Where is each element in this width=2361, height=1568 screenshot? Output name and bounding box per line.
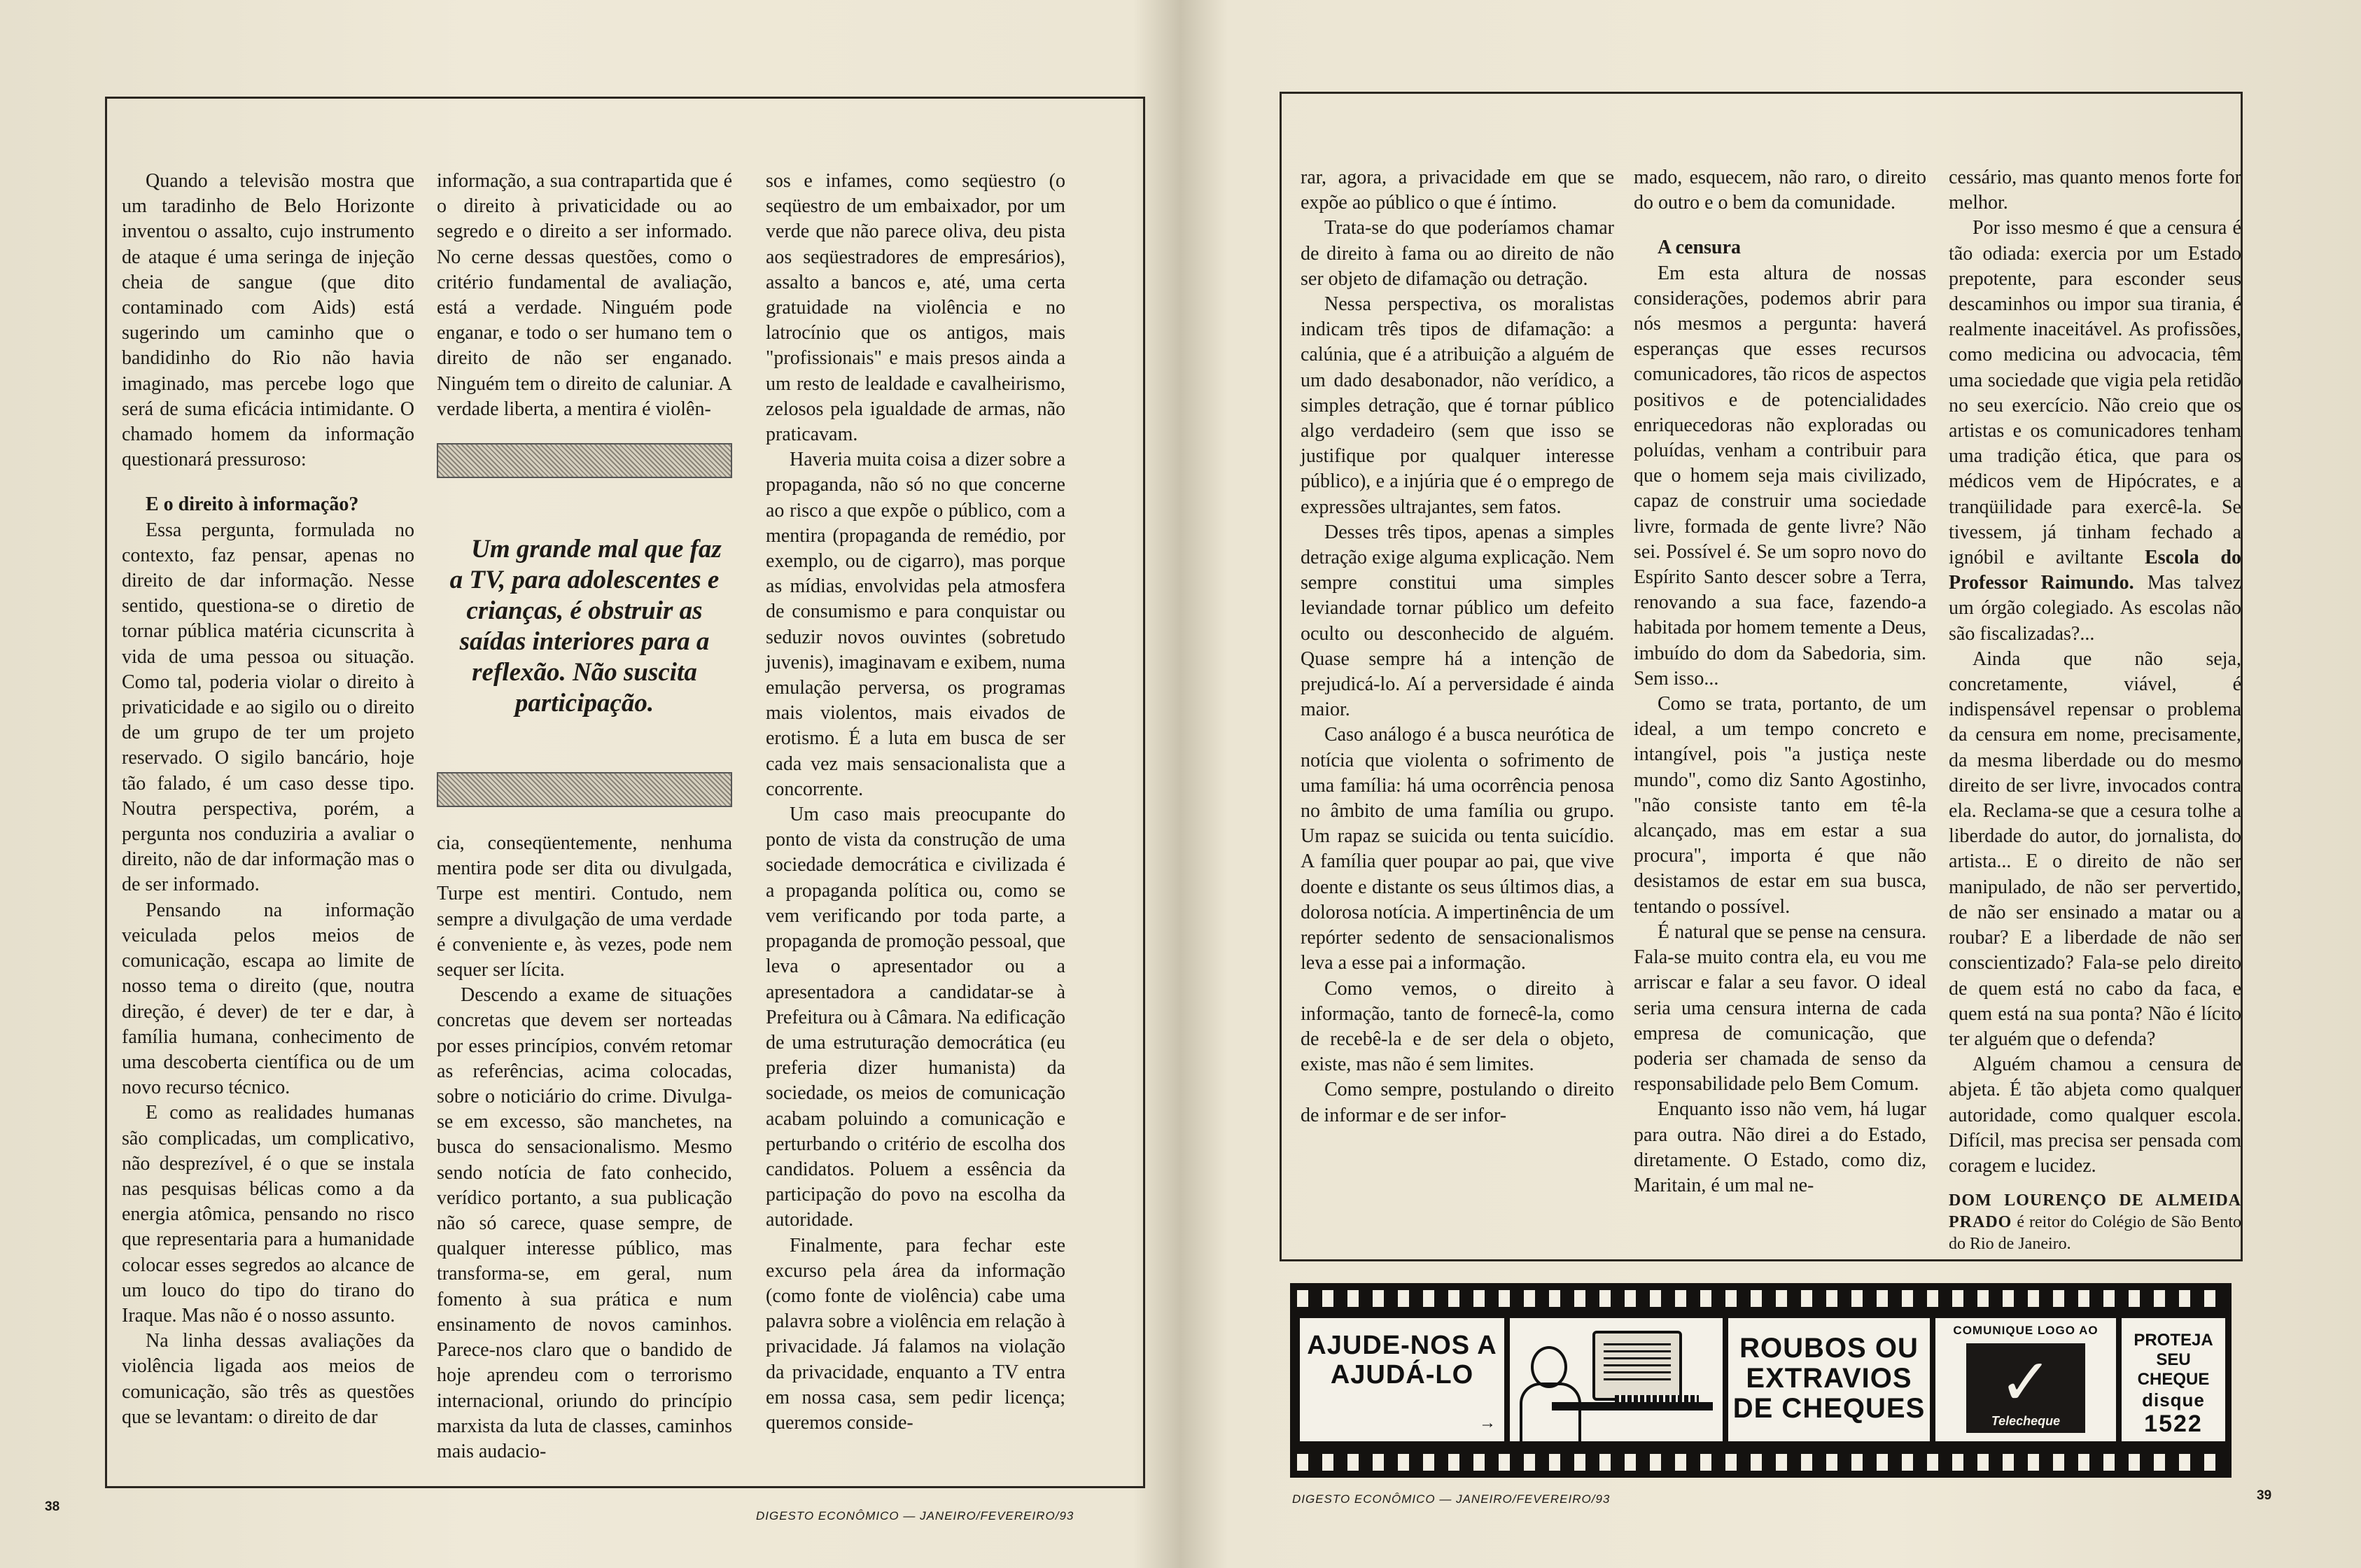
paragraph: Como sempre, postulando o direito de informar e de ser infor- <box>1301 1079 1614 1126</box>
page-number-right: 39 <box>2257 1488 2272 1503</box>
pullquote-rule-top <box>437 443 732 478</box>
ad-frame-help <box>1300 1318 1504 1441</box>
telecheque-brand: Telecheque <box>1991 1414 2061 1428</box>
section-heading: E o direito à informação? <box>146 493 359 516</box>
section-heading: A censura <box>1658 237 1741 259</box>
film-perforations-bottom <box>1297 1454 2225 1471</box>
column-1 <box>122 169 414 1430</box>
paragraph: Quando a televisão mostra que um taradinho de Belo Horizonte inventou o assalto, cujo instrumento de ataque é uma seringa de injeção cheia de sangue (que dito contaminado com Aids) está sugerindo um caminho que o bandidinho do Rio não havia imaginado, mas percebe logo que será de suma eficácia intimidante. O chamado homem da informação questionará pressuroso: <box>122 170 414 471</box>
ad-frame-telecheque <box>1935 1318 2116 1441</box>
paragraph: cia, conseqüentemente, nenhuma mentira pode ser dita ou divulgada, Turpe est mentiri. Contudo, nem sempre a divulgação de uma verdade é conveniente e, às vezes, pode nem sequer ser lícita. <box>437 832 732 981</box>
ad-headline-help: AJUDE-NOS A AJUDÁ-LO <box>1307 1331 1497 1390</box>
paragraph: Trata-se do que poderíamos chamar de direito à fama ou ao direito de não ser objeto de difamação ou detração. <box>1301 217 1614 290</box>
paragraph: Um caso mais preocupante do ponto de vista da construção de uma sociedade democrática e civilizada é a propaganda política ou, como se vem verificando por toda parte, a propaganda de promoção pessoal, que leva o apresentador ou a apresentadora a candidatar-se à Prefeitura ou à Câmara. Na edificação de uma estruturação democrática (eu preferia dizer humanista) da sociedade, os meios de comunicação acabam poluindo a comunicação e perturbando o critério de escolha dos candidatos. Poluem a essência da participação do povo na escolha da autoridade. <box>766 804 1065 1231</box>
paragraph: informação, a sua contrapartida que é o direito à privaticidade ou ao segredo e o direito a ser informado. No cerne dessas questões, como o critério fundamental de avaliação, está a verdade. Ninguém pode enganar, e todo o ser humano tem o direito de não ser enganado. Ninguém tem o direito de caluniar. A verdade liberta, a mentira é violên- <box>437 170 732 420</box>
paragraph-text: Por isso mesmo é que a censura é tão odiada: exercia por um Estado prepotente, para esconder seus descaminhos ou impor sua tirania, é realmente inaceitável. As profissões, como medicina ou advocacia, têm uma sociedade que vigia pela retidão no seu exercício. Não creio que os artistas e os comunicadores tenham uma tradição ética, que para os médicos vem de Hipócrates, e a tranqüilidade para exercê-la. Se tivessem, já tinham fechado a ignóbil e aviltante <box>1949 217 2241 569</box>
ad-frame-illustration <box>1510 1318 1723 1441</box>
column-5 <box>1634 165 1926 1198</box>
pullquote: Um grande mal que faz a TV, para adolescentes e crianças, é obstruir as saídas interiores para a reflexão. Não suscita participação. <box>449 535 722 718</box>
pullquote-rule-bottom <box>437 772 732 807</box>
paragraph: sos e infames, como seqüestro (o seqüestro de um embaixador, por um verde que não parece oliva, deu pista aos seqüestradores de empresários), assalto a bancos e, até, uma certa gratuidade na violência e no latrocínio que os antigos, mais "profissionais" e mais presos ainda a um resto de lealdade e cavalheirismo, zelosos pela igualdade de armas, não praticavam. <box>766 170 1065 446</box>
person-head-icon <box>1531 1346 1567 1388</box>
paragraph: Na linha dessas avaliações da violência ligada aos meios de comunicação, são três as questões que se levantam: o direito de dar <box>122 1330 414 1428</box>
paragraph: Como se trata, portanto, de um ideal, a um tempo concreto e intangível, pois "a justiça neste mundo", como diz Santo Agostinho, "não consiste tanto em tê-la alcançado, mas em estar a sua procura", importa é que não desistamos de estar em sua busca, tentando o possível. <box>1634 693 1926 918</box>
telecheque-ad <box>1290 1283 2232 1478</box>
paragraph: Nessa perspectiva, os moralistas indicam três tipos de difamação: a calúnia, que é a atribuição a alguém de um dado desabonador, não verídico, a simples detração, que é tornar público algo verdadeiro (sem que isso se justifique por qualquer interesse público), e a injúria que é o emprego de expressões ultrajantes, sem fatos. <box>1301 293 1614 518</box>
page-number-left: 38 <box>45 1499 60 1514</box>
ad-frame-theft <box>1728 1318 1930 1441</box>
paragraph: Finalmente, para fechar este excurso pela área da informação (como fonte de violência) cabe uma palavra sobre a violência em relação à privacidade. Já falamos na violação da privacidade, enquanto a TV entra em nossa casa, sem pedir licença; queremos conside- <box>766 1234 1065 1434</box>
paragraph: Como vemos, o direito à informação, tanto de fornecê-la, como de recebê-la e de ser dela o objeto, existe, mas não é sem limites. <box>1301 977 1614 1076</box>
column-4 <box>1301 165 1614 1128</box>
paragraph: rar, agora, a privacidade em que se expõe ao público o que é íntimo. <box>1301 167 1614 214</box>
check-mark-icon: ✓ <box>1998 1347 2053 1418</box>
running-footer-left: DIGESTO ECONÔMICO — JANEIRO/FEVEREIRO/93 <box>756 1509 1074 1522</box>
paragraph: É natural que se pense na censura. Fala-se muito contra ela, eu vou me arriscar e falar a seu favor. O ideal seria uma censura interna de cada empresa de comunicação, que poderia ser chamada de senso da responsabilidade pelo Bem Comum. <box>1634 920 1926 1096</box>
column-6 <box>1949 165 2241 1255</box>
author-bio: é reitor do Colégio de São Bento do Rio de Janeiro. <box>1949 1213 2241 1254</box>
paragraph: Caso análogo é a busca neurótica de notícia que violenta o sofrimento de uma família: há uma ocorrência penosa no âmbito de uma família ou grupo. Um rapaz se suicida ou tenta suicídio. A família quer poupar ao pai, que vive doente e distante os seus últimos dias, a dolorosa notícia. A impertinência de um repórter sedento de sensacionalismos leva a esse pai a informação. <box>1301 724 1614 974</box>
paragraph <box>1949 216 2241 646</box>
computer-user-illustration <box>1510 1318 1723 1441</box>
ad-dial-text: disque <box>2142 1390 2205 1410</box>
paragraph: Alguém chamou a censura de abjeta. É tão abjeta como qualquer autoridade, como qualquer escola. Difícil, mas precisa ser pensada com coragem e lucidez. <box>1949 1054 2241 1177</box>
paragraph: Desses três tipos, apenas a simples detração exige alguma explicação. Nem sempre constitui uma simples leviandade tornar público um defeito oculto ou desconhecido de alguém. Quase sempre há a intenção de prejudicá-lo. Aí a perversidade é ainda maior. <box>1301 521 1614 721</box>
desk-icon <box>1552 1402 1713 1410</box>
arrow-right-icon: → <box>1479 1413 1496 1432</box>
author-name: DOM LOURENÇO DE ALMEIDA PRADO <box>1949 1191 2241 1232</box>
computer-monitor-icon <box>1592 1331 1682 1401</box>
paragraph: Enquanto isso não vem, há lugar para outra. Não direi a do Estado, diretamente. O Estado, como diz, Maritain, é um mal ne- <box>1634 1098 1926 1196</box>
ad-phone-number: 1522 <box>2144 1410 2203 1437</box>
paragraph: Descendo a exame de situações concretas que devem ser norteadas por esses princípios, convém retomar as referências, acima colocadas, sobre o noticiário do crime. Divulga-se em excesso, são manchetes, na busca do sensacionalismo. Mesmo sendo notícia de fato conhecido, verídico portanto, a sua publicação não só carece, quase sempre, de qualquer interesse público, mas transforma-se, em geral, num fomento à sua prática e num ensinamento de novos caminhos. Parece-nos claro que o bandido de hoje aprendeu com o terrorismo internacional, oriundo do princípio marxista da luta de classes, caminhos mais audacio- <box>437 984 732 1462</box>
paragraph: E como as realidades humanas são complicadas, um complicativo, não desprezível, é o que se instala nas pesquisas bélicas como a da energia atômica, pensando no risco que representaria para a humanidade colocar esses segredos ao alcance de um louco do tipo do tirano do Iraque. Mas não é o nosso assunto. <box>122 1102 414 1326</box>
ad-inform-label: COMUNIQUE LOGO AO <box>1953 1324 2099 1337</box>
person-body-icon <box>1520 1382 1581 1441</box>
paragraph: Haveria muita coisa a dizer sobre a propaganda, não só no que concerne ao risco a que expõe o público, com a mentira (propaganda de remédio, por exemplo, ou de cigarro), mas porque as mídias, envolvidas pela atmosfera de consumismo e para conquistar ou seduzir novos ouvintes (sobretudo juvenis), imaginavam e exibem, numa emulação perversa, os programas mais violentos, mais eivados de erotismo. É a luta em busca de ser cada vez mais sensacionalista que a concorrente. <box>766 449 1065 800</box>
running-footer-right: DIGESTO ECONÔMICO — JANEIRO/FEVEREIRO/93 <box>1292 1492 1611 1506</box>
ad-frame-phone <box>2122 1318 2225 1441</box>
paragraph: Pensando na informação veiculada pelos meios de comunicação, escapa ao limite de nosso tema o direito (que, noutra direção, é dever) de ter e dar, à família humana, conhecimento de uma descoberta científica ou de um novo recurso técnico. <box>122 899 414 1099</box>
keyboard-icon <box>1615 1395 1699 1402</box>
school-name: Escola do Professor Raimundo. <box>1949 547 2241 594</box>
ad-headline-theft: ROUBOS OU EXTRAVIOS DE CHEQUES <box>1732 1333 1926 1424</box>
column-3 <box>766 169 1065 1436</box>
column-2 <box>437 169 732 1464</box>
paragraph: Em esta altura de nossas considerações, podemos abrir para nós mesmos a pergunta: haverá esperanças que esses recursos comunicadores, tão ricos de aspectos positivos e de potencialidades enriquecedoras não exploradas ou poluídas, venham a contribuir para que o homem seja mais civilizado, capaz de construir uma sociedade livre, formada de gente livre? Não sei. Possível é. Se um sopro novo do Espírito Santo descer sobre a Terra, renovando a sua face, fazendo-a habitada por homem temente a Deus, imbuído do dom da Sabedoria, sim. Sem isso... <box>1634 262 1926 690</box>
paragraph-text: Mas talvez um órgão colegiado. As escolas não são fiscalizadas?... <box>1949 572 2242 645</box>
paragraph: Essa pergunta, formulada no contexto, faz pensar, apenas no direito de dar informação. Nesse sentido, questiona-se o diretio de tornar pública matéria cicunscrita à vida de uma pessoa ou situação. Como tal, poderia violar o direito à privaticidade e ao sigilo ou o direito de um grupo de ter um projeto reservado. O sigilo bancário, hoje tão falado, é um caso desse tipo. Noutra perspectiva, porém, a pergunta nos conduziria a avaliar o direito, não de dar informação mas o de ser informado. <box>122 519 414 896</box>
paragraph: cessário, mas quanto menos forte for melhor. <box>1949 167 2241 214</box>
author-signature <box>1949 1190 2241 1255</box>
film-perforations-top <box>1297 1290 2225 1307</box>
paragraph: Ainda que não seja, concretamente, viável, é indispensável repensar o problema da censura em nome, precisamente, da mesma liberdade ou do mesmo direito de ser livre, invocados contra ela. Reclama-se que a cesura tolhe a liberdade do autor, do jornalista, do artista... E o direito de não ser manipulado, de não ser pervertido, de não ser ensinado a matar ou a roubar? E a liberdade de não ser conscientizado? Fala-se pelo direito de quem está no cabo da faca, e quem está na sua ponta? Não é lícito ter alguém que o defenda? <box>1949 648 2241 1050</box>
paragraph: mado, esquecem, não raro, o direito do outro e o bem da comunidade. <box>1634 167 1926 214</box>
telecheque-logo <box>1966 1343 2085 1433</box>
ad-protect-text: PROTEJA SEU CHEQUE <box>2134 1331 2213 1389</box>
